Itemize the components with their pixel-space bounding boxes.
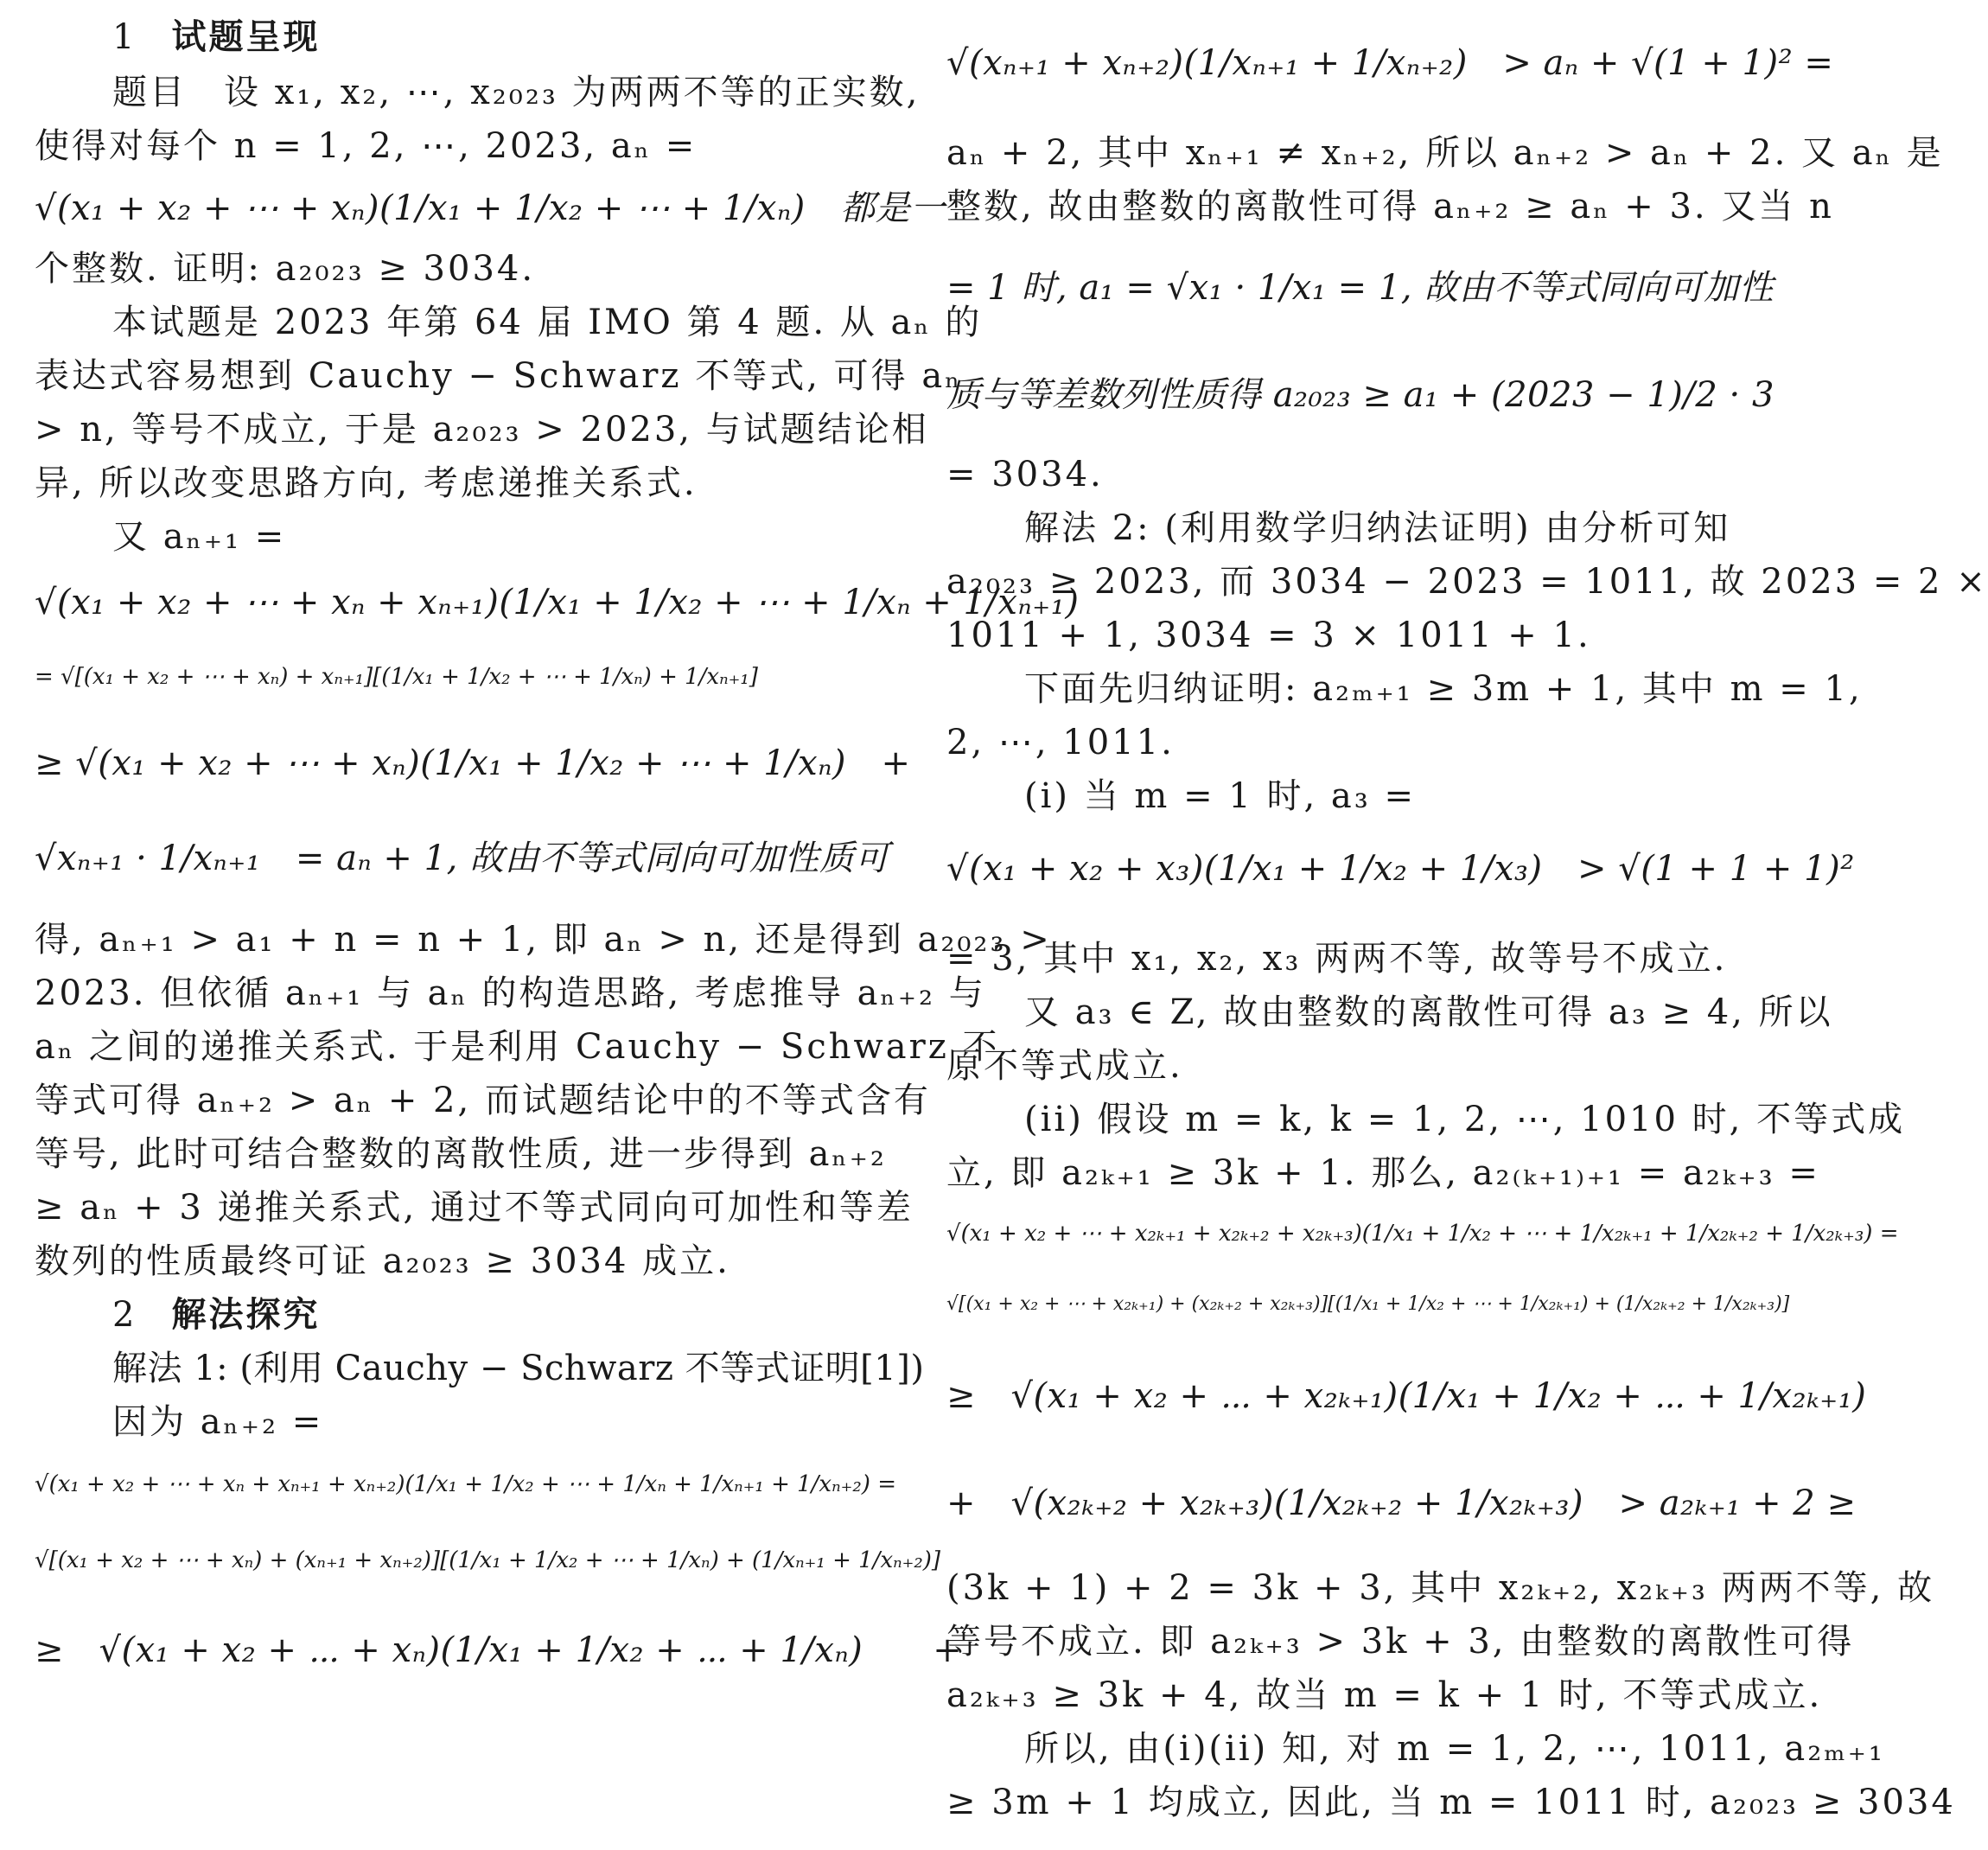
body-text-line: 所以, 由(i)(ii) 知, 对 m = 1, 2, ⋯, 1011, a₂ₘ₊₁: [1024, 1729, 1885, 1769]
body-text-line: 因为 aₙ₊₂ =: [112, 1402, 324, 1442]
body-text-line: 下面先归纳证明: a₂ₘ₊₁ ≥ 3m + 1, 其中 m = 1,: [1024, 669, 1863, 709]
formula-line: √[(x₁ + x₂ + ⋯ + xₙ) + (xₙ₊₁ + xₙ₊₂)][(1/x₁ + 1/x₂ + ⋯ + 1/xₙ) + (1/xₙ₊₁ + 1/xₙ₊₂)]: [35, 1547, 941, 1573]
body-text-line: 等式可得 aₙ₊₂ > aₙ + 2, 而试题结论中的不等式含有: [35, 1081, 931, 1120]
body-text-line: 2023. 但依循 aₙ₊₁ 与 aₙ 的构造思路, 考虑推导 aₙ₊₂ 与: [35, 973, 986, 1013]
body-text-line: (3k + 1) + 2 = 3k + 3, 其中 x₂ₖ₊₂, x₂ₖ₊₃ 两两不等, 故: [946, 1568, 1935, 1608]
formula-line: = √[(x₁ + x₂ + ⋯ + xₙ) + xₙ₊₁][(1/x₁ + 1/x₂ + ⋯ + 1/xₙ) + 1/xₙ₊₁]: [35, 664, 758, 690]
body-text-line: 2, ⋯, 1011.: [946, 723, 1175, 762]
section-heading-2: 2 解法探究: [112, 1295, 321, 1335]
body-text-line: 个整数. 证明: a₂₀₂₃ ≥ 3034.: [35, 249, 536, 289]
body-text-line: > n, 等号不成立, 于是 a₂₀₂₃ > 2023, 与试题结论相: [35, 410, 929, 450]
body-text-line: 数列的性质最终可证 a₂₀₂₃ ≥ 3034 成立.: [35, 1241, 730, 1281]
body-text-line: a₂ₖ₊₃ ≥ 3k + 4, 故当 m = k + 1 时, 不等式成立.: [946, 1675, 1823, 1715]
body-text-line: 1011 + 1, 3034 = 3 × 1011 + 1.: [946, 616, 1591, 655]
formula-line: = 1 时, a₁ = √x₁ · 1/x₁ = 1, 故由不等式同向可加性: [946, 268, 1775, 308]
body-text-line: 使得对每个 n = 1, 2, ⋯, 2023, aₙ =: [35, 126, 698, 166]
body-text-line: 又 a₃ ∈ Z, 故由整数的离散性可得 a₃ ≥ 4, 所以: [1024, 992, 1833, 1032]
formula-line: √(x₁ + x₂ + x₃)(1/x₁ + 1/x₂ + 1/x₃) > √(1 + 1 + 1)²: [946, 849, 1855, 889]
body-text-line: 整数, 故由整数的离散性可得 aₙ₊₂ ≥ aₙ + 3. 又当 n: [946, 187, 1834, 226]
formula-line: ≥ √(x₁ + x₂ + ⋯ + x₂ₖ₊₁)(1/x₁ + 1/x₂ + ⋯ + 1/x₂ₖ₊₁): [946, 1376, 1867, 1416]
formula-line: √xₙ₊₁ · 1/xₙ₊₁ = aₙ + 1, 故由不等式同向可加性质可: [35, 839, 890, 878]
body-text-line: (ii) 假设 m = k, k = 1, 2, ⋯, 1010 时, 不等式成: [1024, 1100, 1906, 1139]
body-text-line: 立, 即 a₂ₖ₊₁ ≥ 3k + 1. 那么, a₂₍ₖ₊₁₎₊₁ = a₂ₖ₊₃ =: [946, 1153, 1820, 1193]
formula-line: √(x₁ + x₂ + ⋯ + x₂ₖ₊₁ + x₂ₖ₊₂ + x₂ₖ₊₃)(1/x₁ + 1/x₂ + ⋯ + 1/x₂ₖ₊₁ + 1/x₂ₖ₊₂ + 1/x₂ₖ₊₃) =: [946, 1221, 1899, 1247]
section-heading-1: 1 试题呈现: [112, 17, 321, 57]
formula-line: √(x₁ + x₂ + ⋯ + xₙ + xₙ₊₁ + xₙ₊₂)(1/x₁ + 1/x₂ + ⋯ + 1/xₙ + 1/xₙ₊₁ + 1/xₙ₊₂) =: [35, 1471, 896, 1497]
formula-line: √(xₙ₊₁ + xₙ₊₂)(1/xₙ₊₁ + 1/xₙ₊₂) > aₙ + √(1 + 1)² =: [946, 43, 1834, 83]
formula-line: √[(x₁ + x₂ + ⋯ + x₂ₖ₊₁) + (x₂ₖ₊₂ + x₂ₖ₊₃)][(1/x₁ + 1/x₂ + ⋯ + 1/x₂ₖ₊₁) + (1/x₂ₖ₊₂ + 1/x₂ₖ₊₃)]: [946, 1293, 1790, 1315]
formula-line: √(x₁ + x₂ + ⋯ + xₙ)(1/x₁ + 1/x₂ + ⋯ + 1/xₙ) 都是一: [35, 188, 946, 228]
formula-line: √(x₁ + x₂ + ⋯ + xₙ + xₙ₊₁)(1/x₁ + 1/x₂ + ⋯ + 1/xₙ + 1/xₙ₊₁): [35, 583, 1080, 622]
body-text-line: 等号, 此时可结合整数的离散性质, 进一步得到 aₙ₊₂: [35, 1134, 887, 1174]
body-text-line: 表达式容易想到 Cauchy − Schwarz 不等式, 可得 aₙ: [35, 356, 963, 396]
formula-line: + √(x₂ₖ₊₂ + x₂ₖ₊₃)(1/x₂ₖ₊₂ + 1/x₂ₖ₊₃) > a₂ₖ₊₁ + 2 ≥: [946, 1483, 1857, 1523]
body-text-line: ≥ aₙ + 3 递推关系式, 通过不等式同向可加性和等差: [35, 1188, 914, 1228]
formula-line: ≥ √(x₁ + x₂ + ⋯ + xₙ)(1/x₁ + 1/x₂ + ⋯ + 1/xₙ) +: [35, 743, 911, 783]
body-text-line: 原不等式成立.: [946, 1046, 1183, 1086]
body-text-line: 异, 所以改变思路方向, 考虑递推关系式.: [35, 463, 698, 503]
body-text-line: aₙ 之间的递推关系式. 于是利用 Cauchy − Schwarz 不: [35, 1027, 1000, 1067]
body-text-line: a₂₀₂₃ ≥ 2023, 而 3034 − 2023 = 1011, 故 2023 = 2 ×: [946, 562, 1988, 602]
body-text-line: (i) 当 m = 1 时, a₃ =: [1024, 776, 1417, 816]
formula-line: 质与等差数列性质得 a₂₀₂₃ ≥ a₁ + (2023 − 1)/2 · 3: [946, 375, 1775, 415]
body-text-line: 等号不成立. 即 a₂ₖ₊₃ > 3k + 3, 由整数的离散性可得: [946, 1622, 1855, 1662]
method-1-heading: 解法 1: (利用 Cauchy − Schwarz 不等式证明[1]): [112, 1349, 925, 1388]
formula-line: ≥ √(x₁ + x₂ + ⋯ + xₙ)(1/x₁ + 1/x₂ + ⋯ + 1/xₙ) +: [35, 1630, 963, 1670]
body-text-line: = 3034.: [946, 455, 1104, 494]
body-text-line: aₙ + 2, 其中 xₙ₊₁ ≠ xₙ₊₂, 所以 aₙ₊₂ > aₙ + 2. 又 aₙ 是: [946, 133, 1944, 173]
body-text-line: 本试题是 2023 年第 64 届 IMO 第 4 题. 从 aₙ 的: [112, 303, 983, 342]
body-text-line: = 3, 其中 x₁, x₂, x₃ 两两不等, 故等号不成立.: [946, 939, 1728, 979]
problem-statement: 题目 设 x₁, x₂, ⋯, x₂₀₂₃ 为两两不等的正实数,: [112, 73, 921, 112]
body-text-line: ≥ 3m + 1 均成立, 因此, 当 m = 1011 时, a₂₀₂₃ ≥ 3034: [946, 1783, 1956, 1822]
method-2-heading: 解法 2: (利用数学归纳法证明) 由分析可知: [1024, 508, 1731, 548]
body-text-line: 又 aₙ₊₁ =: [112, 517, 287, 557]
body-text-line: 得, aₙ₊₁ > a₁ + n = n + 1, 即 aₙ > n, 还是得到 a₂₀₂₃ >: [35, 920, 1052, 960]
